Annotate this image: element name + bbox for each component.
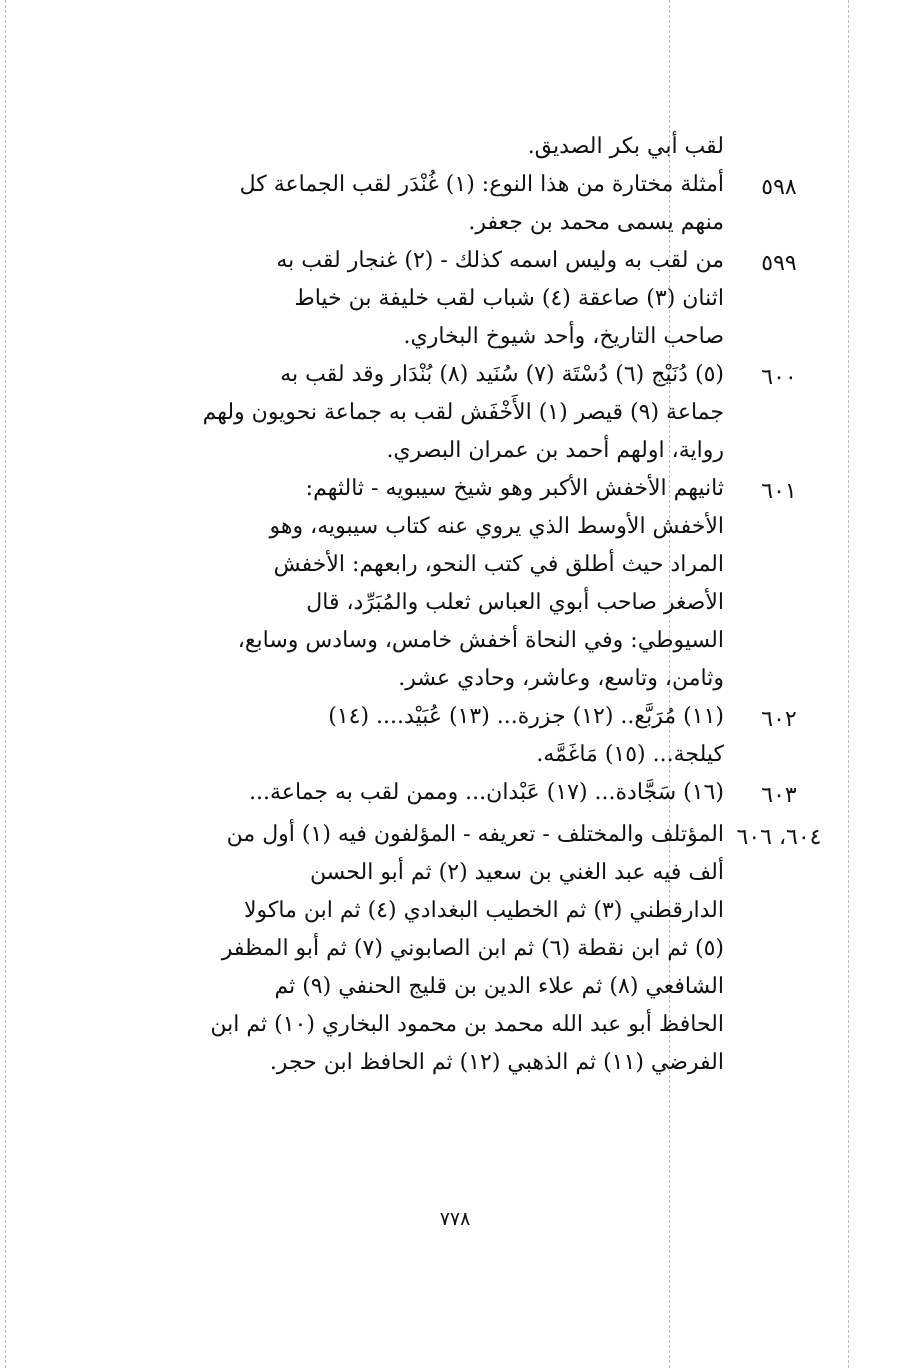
text-line: (٥) دُنَيْج (٦) دُسْتَة (٧) سُنَيد (٨) بُنْدَار وقد لقب به [280, 362, 724, 387]
text-line: من لقب به وليس اسمه كذلك - (٢) غنجار لقب به [276, 248, 724, 273]
entry-text [186, 816, 724, 1082]
text-line: الفرضي (١١) ثم الذهبي (١٢) ثم الحافظ ابن حجر. [269, 1050, 724, 1075]
entry-number: ٦٠١ [761, 479, 797, 504]
text-line: المراد حيث أطلق في كتب النحو، رابعهم: الأخفش [273, 552, 724, 577]
text-line: (١١) مُرَبَّع.. (١٢) جزرة... (١٣) عُبَيْد.... (١٤) [328, 704, 724, 729]
text-line: رواية، اولهم أحمد بن عمران البصري. [386, 438, 724, 463]
text-line: أمثلة مختارة من هذا النوع: (١) غُنْدَر لقب الجماعة كل [239, 172, 724, 197]
entry-number: ٦٠٤، ٦٠٦ [736, 825, 822, 850]
entry-number: ٥٩٩ [761, 251, 797, 276]
text-line: (٥) ثم ابن نقطة (٦) ثم ابن الصابوني (٧) ثم أبو المظفر [221, 936, 724, 961]
entry-number: ٦٠٢ [761, 707, 797, 732]
text-line: لقب أبي بكر الصديق. [527, 134, 724, 159]
entry-number [724, 128, 834, 166]
entry-text [186, 356, 724, 470]
text-line: الدارقطني (٣) ثم الخطيب البغدادي (٤) ثم ابن ماكولا [243, 898, 724, 923]
margin-guide-right [848, 0, 849, 1368]
page-number: ٧٧٨ [439, 1208, 471, 1230]
text-line: وثامن، وتاسع، وعاشر، وحادي عشر. [398, 666, 724, 691]
index-entry [134, 166, 834, 242]
text-line: (١٦) سَجَّادة... (١٧) عَبْدان... وممن لقب به جماعة... [249, 780, 724, 805]
text-line: جماعة (٩) قيصر (١) الأَخْفَش لقب به جماعة نحويون ولهم [202, 400, 724, 425]
entry-number: ٥٩٨ [761, 175, 797, 200]
index-entry [134, 470, 834, 698]
index-entry [134, 128, 834, 166]
text-line: الأصغر صاحب أبوي العباس ثعلب والمُبَرِّد، قال [306, 590, 724, 615]
margin-guide-left [5, 0, 6, 1368]
entry-text [186, 774, 724, 816]
entry-number: ٦٠٠ [761, 365, 797, 390]
text-line: المؤتلف والمختلف - تعريفه - المؤلفون فيه (١) أول من [226, 822, 724, 847]
text-line: ثانيهم الأخفش الأكبر وهو شيخ سيبويه - ثالثهم: [305, 476, 724, 501]
index-entry [134, 774, 834, 816]
entry-text [186, 242, 724, 356]
entry-text [186, 470, 724, 698]
text-line: كيلجة... (١٥) مَاغَمَّه. [536, 742, 724, 767]
text-line: صاحب التاريخ، وأحد شيوخ البخاري. [403, 324, 724, 349]
index-entries [134, 128, 834, 1082]
index-entry [134, 698, 834, 774]
index-entry [134, 242, 834, 356]
entry-text [186, 128, 724, 166]
text-line: اثنان (٣) صاعقة (٤) شباب لقب خليفة بن خياط [294, 286, 724, 311]
text-line: الأخفش الأوسط الذي يروي عنه كتاب سيبويه، وهو [269, 514, 724, 539]
entry-text [186, 698, 724, 774]
text-line: منهم يسمى محمد بن جعفر. [468, 210, 724, 235]
text-line: السيوطي: وفي النحاة أخفش خامس، وسادس وسابع، [237, 628, 724, 653]
index-entry [134, 356, 834, 470]
text-line: الحافظ أبو عبد الله محمد بن محمود البخاري (١٠) ثم ابن [210, 1012, 724, 1037]
entry-text [186, 166, 724, 242]
text-line: ألف فيه عبد الغني بن سعيد (٢) ثم أبو الحسن [309, 860, 724, 885]
text-line: الشافعي (٨) ثم علاء الدين بن قليج الحنفي (٩) ثم [274, 974, 724, 999]
entry-number: ٦٠٣ [761, 783, 797, 808]
index-entry [134, 816, 834, 1082]
